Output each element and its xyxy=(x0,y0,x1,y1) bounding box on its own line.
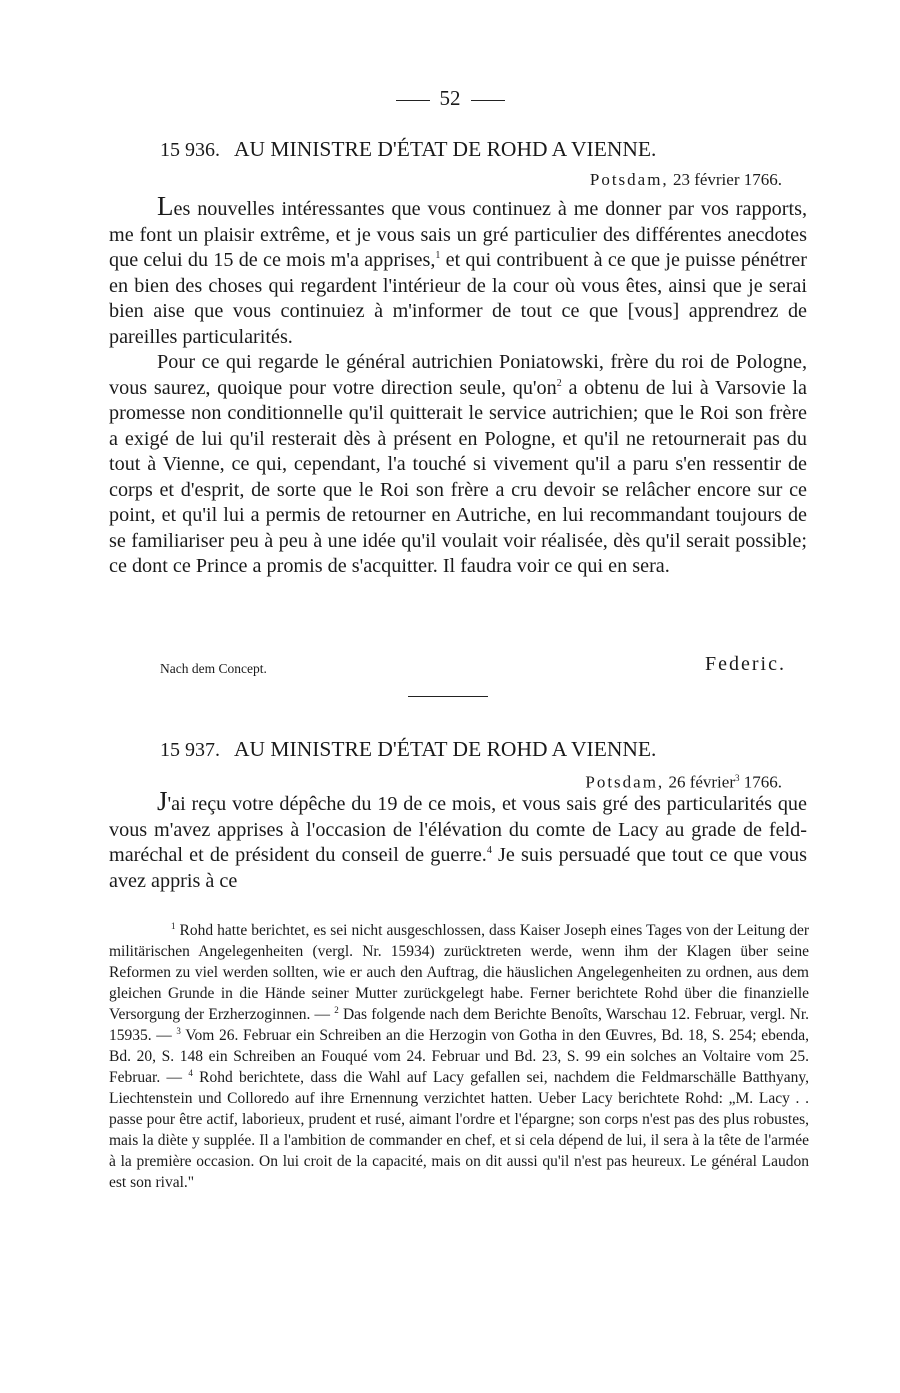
footnote-text: Rohd hatte berichtet, es sei nicht ausgeschlossen, dass Kaiser Joseph eines Tages von der Leitung der militärischen Angelegenheiten (vergl. Nr. 15934) zurücktreten werde, wenn ihm der Klagen über seine Reformen zu viel werden sollten, wie er auch den Auftrag, die häuslichen Angelegenheiten zu ordnen, aus dem gleichen Grunde in die Hände seiner Mutter zurückgelegt habe. Ferner berichtete Rohd über die finanzielle Versorgung der Erzherzoginnen. — xyxy=(109,922,809,1023)
letter-title: AU MINISTRE D'ÉTAT DE ROHD A VIENNE. xyxy=(234,137,657,161)
paragraph-text: a obtenu de lui à Varsovie la promesse non conditionnelle qu'il quitterait le service autrichien; que le Roi son frère a exigé de lui qu'il resterait dès à présent en Pologne, et qu'il ne retournerait pas du tout à Vienne, ce qui, cependant, l'a touché si vivement qu'il a paru s'en ressentir de corps et d'esprit, de sorte que le Roi son frère a cru devoir se relâcher encore sur ce point, et qu'il lui a permis de retourner en Autriche, en lui recommandant toujours de se familiariser peu à peu à une idée qu'il voulait voir réalisée, dès qu'il serait possible; ce dont ce Prince a promis de s'acquitter. Il faudra voir ce qui en sera. xyxy=(109,376,807,577)
letter-number: 15 937. xyxy=(160,739,220,761)
dateline-year: 1766. xyxy=(739,772,782,792)
footnote-text: Das folgende nach dem Berichte Benoîts, Warschau 12. Februar, vergl. Nr. 15935. — xyxy=(109,1006,810,1044)
letter-body-15936 xyxy=(109,191,807,580)
dateline-date: 26 février xyxy=(668,772,735,792)
footnote-mark: 1 xyxy=(171,921,176,931)
paragraph-text: et qui contribuent à ce que je puisse pénétrer en bien des choses qui regardent l'intérieur de la cour où vous êtes, ainsi que je serai bien aise que vous continuiez à m'informer de tout ce que [vous] apprendrez de pareilles particularités. xyxy=(109,249,807,348)
letter-dateline xyxy=(585,768,782,793)
paragraph-text: Je suis persuadé que tout ce que vous avez appris à ce xyxy=(109,844,807,892)
letter-heading-15936 xyxy=(160,136,820,163)
page-number-dash-left xyxy=(396,100,430,101)
page-number: 52 xyxy=(439,86,461,110)
paragraph-text: 'ai reçu votre dépêche du 19 de ce mois, et vous sais gré des particularités que vous m'avez apprises à l'occasion de l'élévation du comte de Lacy au grade de feld-maréchal et de président du conseil de guerre. xyxy=(109,793,807,866)
page-number-dash-right xyxy=(471,100,505,101)
letter-heading-15937 xyxy=(160,736,820,763)
letter-title: AU MINISTRE D'ÉTAT DE ROHD A VIENNE. xyxy=(234,737,657,761)
initial-letter: J xyxy=(157,786,168,816)
footnote-ref[interactable]: 4 xyxy=(486,845,492,856)
initial-letter: L xyxy=(157,191,174,221)
footnote-text: Vom 26. Februar ein Schreiben an die Herzogin von Gotha in den Œuvres, Bd. 18, S. 254; ebenda, Bd. 20, S. 148 ein Schreiben an Fouqué vom 24. Februar und Bd. 23, S. 99 ein solches an Voltaire vom 25. Februar. — xyxy=(109,1027,809,1086)
footnotes xyxy=(109,920,809,1193)
body-paragraph xyxy=(109,786,807,894)
body-paragraph xyxy=(109,191,807,350)
footnote-ref[interactable]: 1 xyxy=(435,250,441,261)
page-number-row xyxy=(0,86,900,110)
signature: Federic. xyxy=(705,653,786,675)
footnote-text: Rohd berichtete, dass die Wahl auf Lacy gefallen sei, nachdem die Feldmarschälle Batthyany, Liechtenstein und Colloredo auf ihre Ernennung verzichtet hatten. Ueber Lacy berichtete Rohd: „M. Lacy . . passe pour être actif, laborieux, prudent et rusé, aimant l'ordre et l'épargne; son corps n'est pas des plus robustes, mais la diète y supplée. Il a l'ambition de commander en chef, et si cela dépend de lui, il sera à la tête de l'armée à la première occasion. On lui croit de la capacité, mais on dit aussi qu'il n'est pas heureux. Le général Laudon est son rival." xyxy=(109,1069,809,1191)
footnote-mark: 2 xyxy=(334,1005,339,1015)
section-divider xyxy=(408,696,488,697)
letter-number: 15 936. xyxy=(160,139,220,161)
letter-dateline xyxy=(590,170,782,190)
letter-body-15937 xyxy=(109,786,807,894)
paragraph-text: es nouvelles intéressantes que vous continuez à me donner par vos rapports, me font un plaisir extrême, et je vous sais un gré particulier des différentes anecdotes que celui du 15 de ce mois m'a apprises, xyxy=(109,198,807,271)
footnote-ref[interactable]: 2 xyxy=(556,377,562,389)
source-note: Nach dem Concept. xyxy=(160,661,267,676)
dateline-place: Potsdam, xyxy=(589,170,669,189)
dateline-place: Potsdam, xyxy=(585,772,665,792)
footnote-mark: 4 xyxy=(188,1068,193,1078)
footnote-mark: 3 xyxy=(176,1026,181,1036)
dateline-date: 23 février 1766. xyxy=(672,170,782,189)
paragraph-text: Pour ce qui regarde le général autrichien Poniatowski, frère du roi de Pologne, vous saurez, quoique pour votre direction seule, qu'on xyxy=(109,351,807,399)
body-paragraph xyxy=(109,350,807,580)
footnote-ref[interactable]: 3 xyxy=(735,773,740,783)
footnote-block xyxy=(109,920,809,1193)
